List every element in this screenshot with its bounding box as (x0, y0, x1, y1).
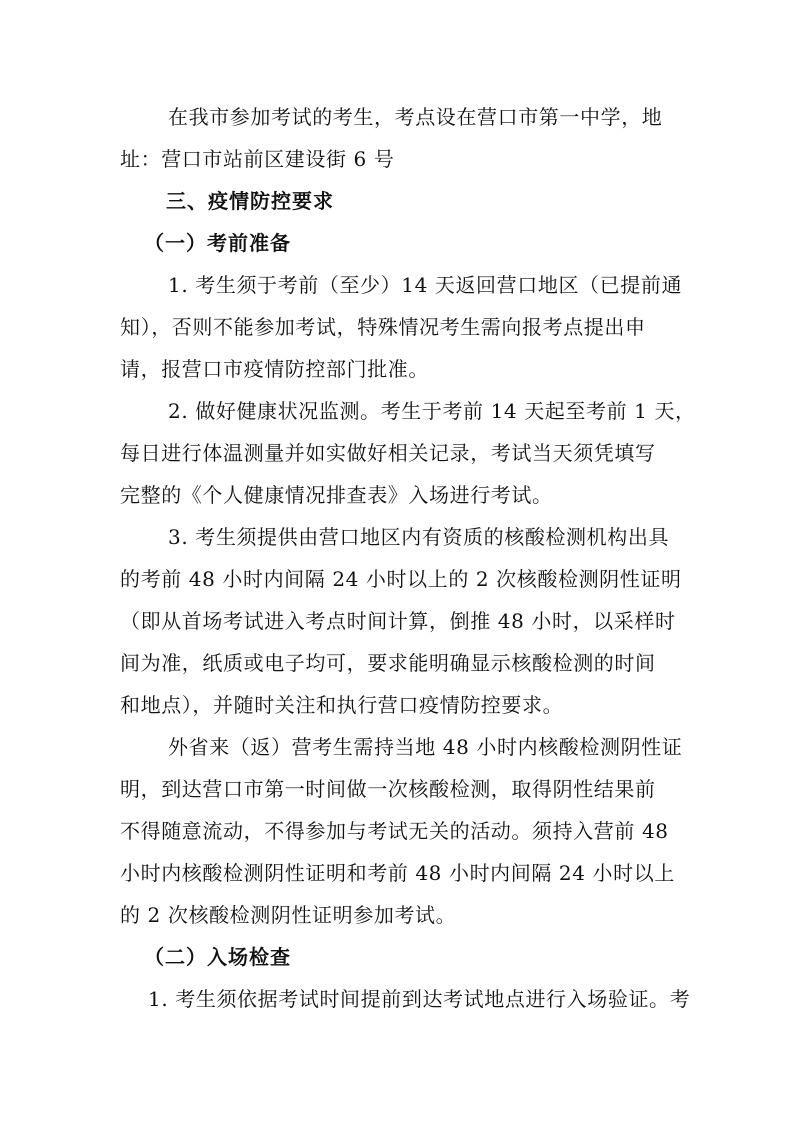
out-of-province-line-2: 明，到达营口市第一时间做一次核酸检测，取得阴性结果前 (120, 777, 656, 801)
item-3-line-3: （即从首场考试进入考点时间计算，倒推 48 小时，以采样时 (120, 609, 676, 633)
subheading-entry-inspection: （二）入场检查 (144, 945, 291, 969)
section-heading-epidemic-requirements: 三、疫情防控要求 (166, 189, 334, 213)
exam-site-paragraph-line-1: 在我市参加考试的考生，考点设在营口市第一中学，地 (168, 105, 663, 129)
item-1-line-1: 1. 考生须于考前（至少）14 天返回营口地区（已提前通 (168, 273, 683, 297)
item-3-line-1: 3. 考生须提供由营口地区内有资质的核酸检测机构出具 (168, 525, 670, 549)
item-2-line-3: 完整的《个人健康情况排查表》入场进行考试。 (120, 483, 553, 507)
entry-item-1-line-1: 1. 考生须依据考试时间提前到达考试地点进行入场验证。考 (148, 987, 691, 1011)
item-3-line-4: 间为准，纸质或电子均可，要求能明确显示核酸检测的时间 (120, 651, 656, 675)
out-of-province-line-3: 不得随意流动，不得参加与考试无关的活动。须持入营前 48 (120, 819, 669, 843)
item-3-line-2: 的考前 48 小时内间隔 24 小时以上的 2 次核酸检测阴性证明 (120, 567, 682, 591)
item-3-line-5: 和地点），并随时关注和执行营口疫情防控要求。 (120, 693, 564, 717)
out-of-province-line-1: 外省来（返）营考生需持当地 48 小时内核酸检测阴性证 (168, 735, 683, 759)
item-1-line-2: 知），否则不能参加考试，特殊情况考生需向报考点提出申 (120, 315, 646, 339)
out-of-province-line-4: 小时内核酸检测阴性证明和考前 48 小时内间隔 24 小时以上 (120, 861, 675, 885)
item-2-line-2: 每日进行体温测量并如实做好相关记录，考试当天须凭填写 (120, 441, 656, 465)
item-1-line-3: 请，报营口市疫情防控部门批准。 (120, 357, 429, 381)
out-of-province-line-5: 的 2 次核酸检测阴性证明参加考试。 (120, 903, 457, 927)
exam-site-paragraph-line-2: 址：营口市站前区建设街 6 号 (120, 147, 395, 171)
subheading-pre-exam-preparation: （一）考前准备 (144, 231, 291, 255)
item-2-line-1: 2. 做好健康状况监测。考生于考前 14 天起至考前 1 天， (168, 399, 696, 423)
